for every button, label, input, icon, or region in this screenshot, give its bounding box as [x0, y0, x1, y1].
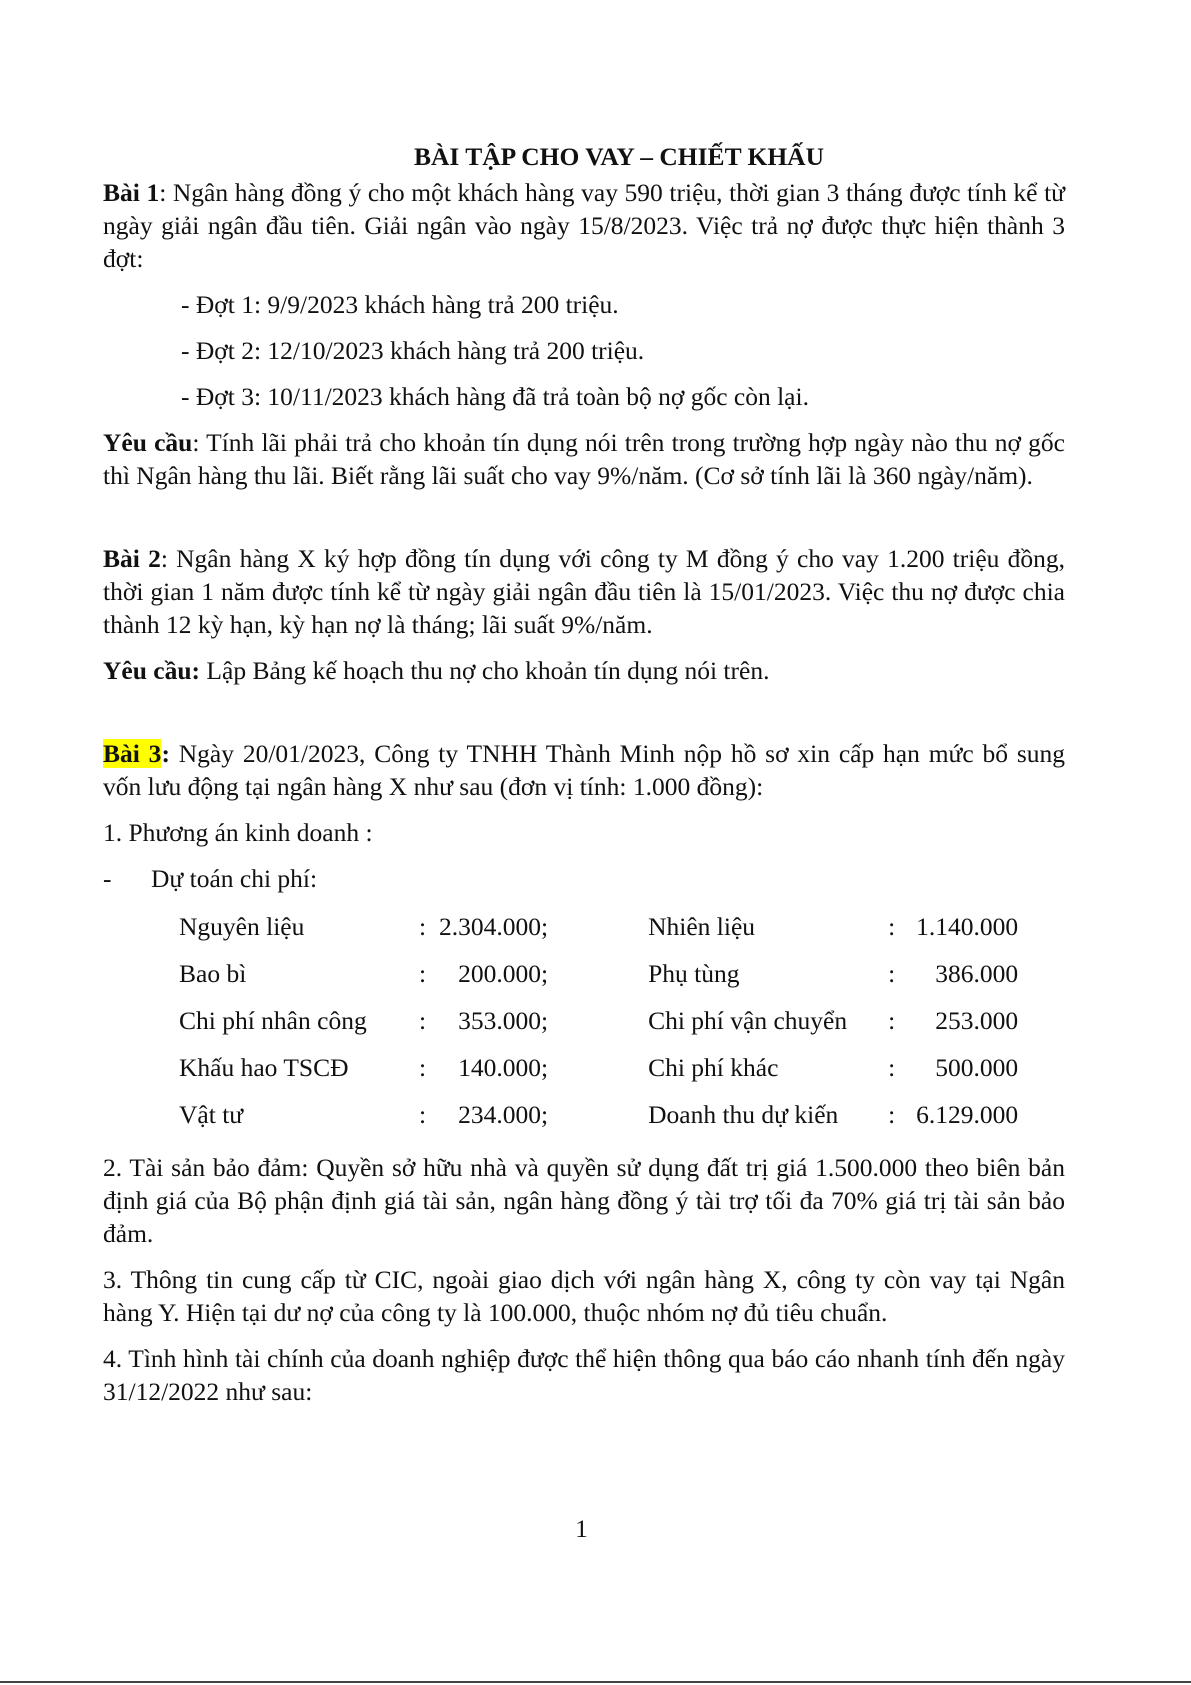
- cost-estimate-table: [179, 903, 1018, 1138]
- cost-item-name: Vật tư: [179, 1100, 244, 1129]
- exercise-1-text: : Ngân hàng đồng ý cho một khách hàng vay 590 triệu, thời gian 3 tháng được tính kể từ ngày giải ngân đầu tiên. Giải ngân vào ngày 15/8/2023. Việc trả nợ được thực hiện thành 3 đợt:: [103, 178, 1066, 273]
- cost-item-value-2: 386.000: [935, 959, 1019, 988]
- cost-spacer: [548, 903, 648, 950]
- exercise-1-statement: [103, 176, 1065, 275]
- cost-row: [179, 903, 1018, 950]
- cost-item-name-2: Chi phí vận chuyển: [648, 1006, 848, 1035]
- cost-item-value: 234.000;: [458, 1100, 549, 1129]
- cost-row: [179, 997, 1018, 1044]
- cost-estimate-heading: [103, 862, 1065, 895]
- cost-item-value: 2.304.000;: [439, 912, 549, 941]
- exercise-3-item-2: 2. Tài sản bảo đảm: Quyền sở hữu nhà và quyền sử dụng đất trị giá 1.500.000 theo biên bản định giá của Bộ phận định giá tài sản, ngân hàng đồng ý tài trợ tối đa 70% giá trị tài sản bảo đảm.: [103, 1153, 1065, 1248]
- cost-item-value-2: 1.140.000: [916, 912, 1019, 941]
- cost-item-name-2: Chi phí khác: [648, 1053, 779, 1082]
- cost-item-colon-2: :: [888, 1100, 896, 1129]
- exercise-3-colon: :: [161, 739, 170, 768]
- document-title: BÀI TẬP CHO VAY – CHIẾT KHẤU: [413, 142, 824, 171]
- exercise-2-label: Bài 2: [103, 544, 161, 573]
- cost-row: [179, 1044, 1018, 1091]
- cost-item-value-2: 500.000: [935, 1053, 1019, 1082]
- cost-row: [179, 1091, 1018, 1138]
- exercise-2-req-text: Lập Bảng kế hoạch thu nợ cho khoản tín dụng nói trên.: [200, 656, 770, 685]
- cost-item-colon: :: [419, 1053, 427, 1082]
- cost-spacer: [548, 950, 648, 997]
- cost-item-name: Chi phí nhân công: [179, 1006, 367, 1035]
- cost-item-colon: :: [419, 959, 427, 988]
- exercise-1-item-1: - Đợt 1: 9/9/2023 khách hàng trả 200 triệu.: [181, 290, 619, 319]
- cost-item-value-2: 6.129.000: [916, 1100, 1019, 1129]
- exercise-1-req-text: : Tính lãi phải trả cho khoản tín dụng nói trên trong trường hợp ngày nào thu nợ gốc thì Ngân hàng thu lãi. Biết rằng lãi suất cho vay 9%/năm. (Cơ sở tính lãi là 360 ngày/năm).: [103, 428, 1065, 490]
- cost-item-name-2: Nhiên liệu: [648, 912, 756, 941]
- cost-item-name: Bao bì: [179, 959, 247, 988]
- cost-estimate-label: Dự toán chi phí:: [151, 864, 318, 893]
- exercise-2-req-label: Yêu cầu:: [103, 656, 201, 685]
- cost-spacer: [548, 997, 648, 1044]
- exercise-3-item-1: 1. Phương án kinh doanh :: [103, 818, 373, 847]
- exercise-2-requirement: [103, 654, 1065, 687]
- cost-item-name-2: Phụ tùng: [648, 959, 740, 988]
- cost-item-name-2: Doanh thu dự kiến: [648, 1100, 839, 1129]
- cost-item-value-2: 253.000: [935, 1006, 1019, 1035]
- exercise-3-item-3: 3. Thông tin cung cấp từ CIC, ngoài giao dịch với ngân hàng X, công ty còn vay tại Ngân hàng Y. Hiện tại dư nợ của công ty là 100.000, thuộc nhóm nợ đủ tiêu chuẩn.: [103, 1265, 1065, 1327]
- cost-item-colon-2: :: [888, 912, 896, 941]
- cost-item-value: 140.000;: [458, 1053, 549, 1082]
- exercise-3-label: Bài 3: [103, 739, 162, 768]
- page-number: 1: [575, 1514, 588, 1543]
- exercise-1-req-label: Yêu cầu: [103, 428, 193, 457]
- exercise-1-item-3: - Đợt 3: 10/11/2023 khách hàng đã trả toàn bộ nợ gốc còn lại.: [181, 382, 809, 411]
- exercise-1-requirement: [103, 426, 1065, 492]
- document-body: [103, 140, 1065, 1408]
- cost-item-name: Khấu hao TSCĐ: [179, 1053, 349, 1082]
- exercise-3-item-4: 4. Tình hình tài chính của doanh nghiệp được thể hiện thông qua báo cáo nhanh tính đến ngày 31/12/2022 như sau:: [103, 1344, 1065, 1406]
- cost-item-value: 200.000;: [458, 959, 549, 988]
- cost-spacer: [548, 1091, 648, 1138]
- exercise-3-text: Ngày 20/01/2023, Công ty TNHH Thành Minh nộp hồ sơ xin cấp hạn mức bổ sung vốn lưu động tại ngân hàng X như sau (đơn vị tính: 1.000 đồng):: [103, 739, 1066, 801]
- exercise-1-label: Bài 1: [103, 178, 160, 207]
- cost-item-colon: :: [419, 1100, 427, 1129]
- exercise-1-item-2: - Đợt 2: 12/10/2023 khách hàng trả 200 triệu.: [181, 336, 645, 365]
- cost-item-colon-2: :: [888, 959, 896, 988]
- dash-marker: -: [103, 864, 112, 893]
- scan-edge-line: [0, 1681, 1191, 1683]
- cost-item-colon: :: [419, 1006, 427, 1035]
- cost-item-colon-2: :: [888, 1006, 896, 1035]
- exercise-2-text: : Ngân hàng X ký hợp đồng tín dụng với công ty M đồng ý cho vay 1.200 triệu đồng, thời gian 1 năm được tính kể từ ngày giải ngân đầu tiên là 15/01/2023. Việc thu nợ được chia thành 12 kỳ hạn, kỳ hạn nợ là tháng; lãi suất 9%/năm.: [103, 544, 1066, 639]
- exercise-2-statement: [103, 542, 1065, 641]
- cost-spacer: [548, 1044, 648, 1091]
- cost-item-name: Nguyên liệu: [179, 912, 305, 941]
- cost-item-colon: :: [419, 912, 427, 941]
- cost-item-colon-2: :: [888, 1053, 896, 1082]
- cost-row: [179, 950, 1018, 997]
- exercise-3-statement: [103, 737, 1065, 803]
- cost-item-value: 353.000;: [458, 1006, 549, 1035]
